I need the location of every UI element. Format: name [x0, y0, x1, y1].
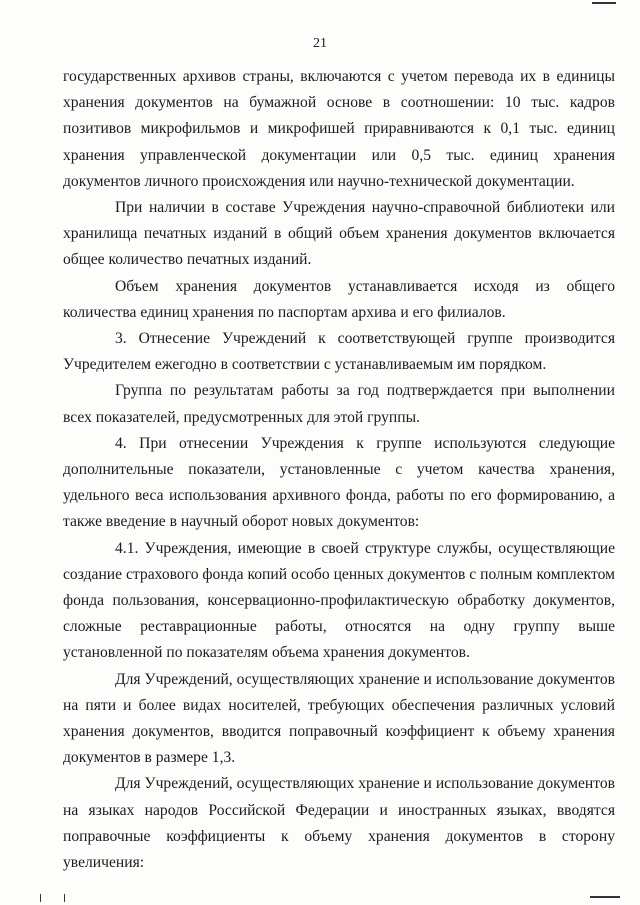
scan-mark-bottom-right	[590, 896, 620, 898]
paragraph-library: При наличии в составе Учреждения научно-справочной библиотеки или хранилища печатных изданий в общий объем хранения документов включается общее количество печатных изданий.	[63, 199, 615, 269]
paragraph-item-4-1: 4.1. Учреждения, имеющие в своей структуре службы, осуществляющие создание страхового фонда копий особо ценных документов с полным комплектом фонда пользования, консервационно-профилактическую обработку документов, сложные реставрационные работы, относятся на одну группу выше установленной по показателям объема хранения документов.	[63, 539, 615, 662]
paragraph-language-coefficient: Для Учреждений, осуществляющих хранение и использование документов на языках народов Российской Федерации и иностранных языках, вводятся поправочные коэффициенты к объему хранения документов в сторону увеличения:	[63, 775, 615, 872]
scan-mark-bottom-left-2	[64, 894, 65, 902]
paragraph-continued: государственных архивов страны, включаются с учетом перевода их в единицы хранения документов на бумажной основе в соотношении: 10 тыс. кадров позитивов микрофильмов и микрофишей приравниваются к 0,1 тыс. единиц хранения управленческой документации или 0,5 тыс. единиц хранения документов личного происхождения или научно-технической документации.	[63, 68, 615, 190]
scan-mark-top	[592, 2, 616, 4]
paragraph-storage-volume: Объем хранения документов устанавливается исходя из общего количества единиц хранения по паспортам архива и его филиалов.	[63, 277, 615, 321]
paragraph-media-coefficient: Для Учреждений, осуществляющих хранение и использование документов на пяти и более видах носителей, требующих обеспечения различных условий хранения документов, вводится поправочный коэффициент к объему хранения документов в размере 1,3.	[63, 670, 615, 767]
document-body	[63, 64, 615, 876]
scan-mark-bottom-left-1	[40, 894, 41, 902]
page-number: 21	[313, 36, 327, 51]
paragraph-item-4: 4. При отнесении Учреждения к группе используются следующие дополнительные показатели, установленные с учетом качества хранения, удельного веса использования архивного фонда, работы по его формированию, а также введение в научный оборот новых документов:	[63, 434, 615, 531]
paragraph-group-confirmation: Группа по результатам работы за год подтверждается при выполнении всех показателей, предусмотренных для этой группы.	[63, 382, 615, 426]
paragraph-item-3: 3. Отнесение Учреждений к соответствующей группе производится Учредителем ежегодно в соответствии с устанавливаемым им порядком.	[63, 330, 615, 374]
